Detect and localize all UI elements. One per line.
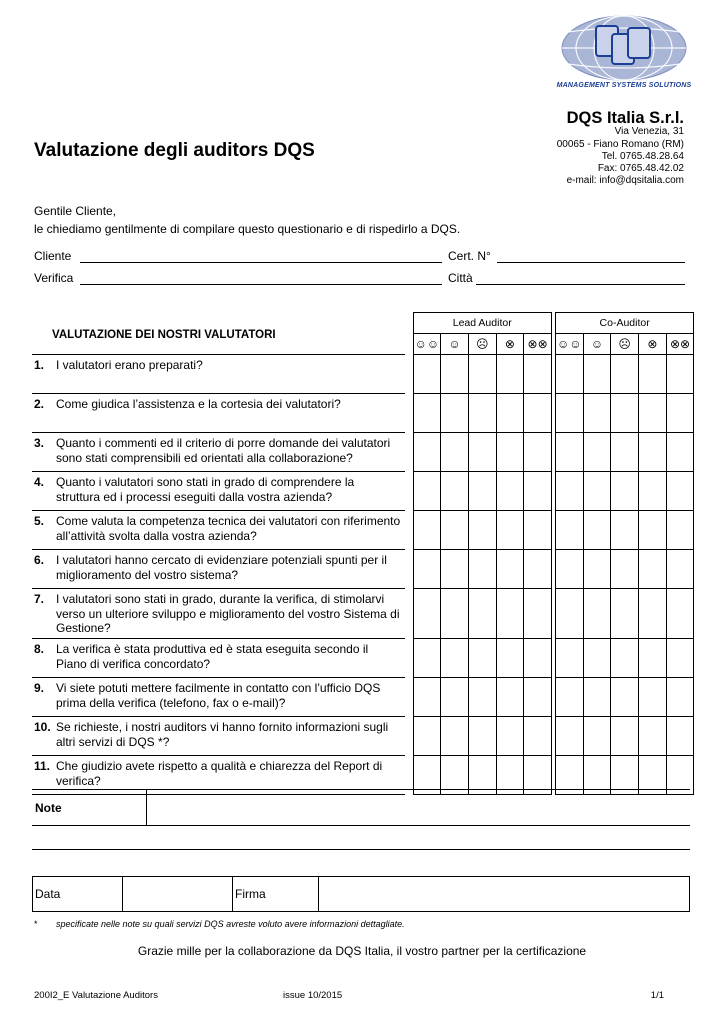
cliente-field[interactable]	[80, 251, 442, 263]
lead-score-checkbox[interactable]	[524, 394, 552, 433]
company-phone: Tel. 0765.48.28.64	[601, 150, 684, 162]
note-label: Note	[35, 801, 62, 815]
co-score-checkbox[interactable]	[639, 550, 667, 589]
question-number: 10.	[34, 720, 51, 734]
lead-score-checkbox[interactable]	[468, 472, 496, 511]
co-score-checkbox[interactable]	[666, 550, 694, 589]
co-score-checkbox[interactable]	[583, 394, 611, 433]
data-label: Data	[35, 887, 61, 901]
question-text: Come giudica l’assistenza e la cortesia dei valutatori?	[56, 397, 341, 411]
co-score-checkbox[interactable]	[666, 394, 694, 433]
lead-score-checkbox[interactable]	[413, 355, 441, 394]
co-score-checkbox[interactable]	[666, 639, 694, 678]
verifica-field[interactable]	[80, 273, 442, 285]
lead-score-checkbox[interactable]	[413, 589, 441, 639]
company-address: Via Venezia, 31	[614, 126, 684, 138]
co-score-checkbox[interactable]	[583, 717, 611, 756]
co-score-checkbox[interactable]	[583, 472, 611, 511]
negative-icon: ⊗	[639, 334, 667, 355]
instructions: le chiediamo gentilmente di compilare questo questionario e di rispedirlo a DQS.	[34, 221, 461, 236]
lead-score-checkbox[interactable]	[468, 355, 496, 394]
co-score-checkbox[interactable]	[639, 355, 667, 394]
lead-score-checkbox[interactable]	[413, 511, 441, 550]
lead-score-checkbox[interactable]	[496, 589, 524, 639]
co-score-checkbox[interactable]	[555, 394, 583, 433]
lead-score-checkbox[interactable]	[524, 550, 552, 589]
note-line	[32, 849, 690, 850]
lead-auditor-header: Lead Auditor	[413, 313, 551, 334]
question-number: 11.	[34, 759, 51, 773]
co-score-checkbox[interactable]	[583, 433, 611, 472]
lead-score-checkbox[interactable]	[441, 589, 469, 639]
co-score-checkbox[interactable]	[611, 394, 639, 433]
lead-score-checkbox[interactable]	[441, 472, 469, 511]
question-text: I valutatori sono stati in grado, durante la verifica, di stimolarvi verso un ulteriore sviluppo e miglioramento del vostro Sistema di Gestione?	[56, 592, 400, 635]
lead-score-checkbox[interactable]	[441, 433, 469, 472]
lead-score-checkbox[interactable]	[524, 589, 552, 639]
question-text: Vi siete potuti mettere facilmente in contatto con l’ufficio DQS prima della verifica (telefono, fax o e-mail)?	[56, 681, 381, 710]
co-score-checkbox[interactable]	[555, 511, 583, 550]
footnote-text: specificate nelle note su quali servizi DQS avreste voluto avere informazioni dettagliate.	[56, 919, 405, 929]
co-score-checkbox[interactable]	[611, 433, 639, 472]
question-text: Quanto i valutatori sono stati in grado di comprendere la struttura ed i processi eseguiti dalla vostra azienda?	[56, 475, 355, 504]
lead-score-checkbox[interactable]	[441, 639, 469, 678]
co-score-checkbox[interactable]	[611, 472, 639, 511]
lead-score-checkbox[interactable]	[524, 639, 552, 678]
citta-label: Città	[448, 271, 473, 285]
question-number: 9.	[34, 681, 45, 695]
question-text: Quanto i commenti ed il criterio di porre domande dei valutatori sono stati comprensibili ed orientati alla collaborazione?	[56, 436, 391, 465]
co-score-checkbox[interactable]	[583, 589, 611, 639]
co-score-checkbox[interactable]	[639, 589, 667, 639]
note-field[interactable]	[32, 789, 690, 826]
sad-icon: ☹	[611, 334, 639, 355]
lead-score-checkbox[interactable]	[441, 717, 469, 756]
sad-icon: ☹	[468, 334, 496, 355]
question-text: La verifica è stata produttiva ed è stata eseguita secondo il Piano di verifica concordato?	[56, 642, 369, 671]
lead-score-checkbox[interactable]	[524, 472, 552, 511]
lead-score-checkbox[interactable]	[413, 433, 441, 472]
question-number: 1.	[34, 358, 45, 372]
co-score-checkbox[interactable]	[611, 355, 639, 394]
question-number: 3.	[34, 436, 45, 450]
lead-score-checkbox[interactable]	[496, 639, 524, 678]
question-text: I valutatori hanno cercato di evidenziare potenziali spunti per il miglioramento del vostro sistema?	[56, 553, 387, 582]
company-email: e-mail: info@dqsitalia.com	[566, 175, 684, 187]
company-name: DQS Italia S.r.l.	[566, 109, 684, 127]
co-auditor-header: Co-Auditor	[555, 313, 693, 334]
question-row	[32, 589, 694, 639]
question-text: Che giudizio avete rispetto a qualità e chiarezza del Report di verifica?	[56, 759, 383, 788]
page-title: Valutazione degli auditors DQS	[34, 140, 315, 161]
lead-score-checkbox[interactable]	[524, 678, 552, 717]
question-row	[32, 639, 694, 678]
co-score-checkbox[interactable]	[611, 550, 639, 589]
co-score-checkbox[interactable]	[611, 589, 639, 639]
question-row	[32, 678, 694, 717]
happy-icon: ☺	[583, 334, 611, 355]
co-score-checkbox[interactable]	[639, 678, 667, 717]
lead-score-checkbox[interactable]	[496, 433, 524, 472]
firma-label: Firma	[235, 887, 266, 901]
question-number: 4.	[34, 475, 45, 489]
co-score-checkbox[interactable]	[639, 639, 667, 678]
very-negative-icon: ⊗⊗	[524, 334, 552, 355]
lead-score-checkbox[interactable]	[468, 394, 496, 433]
co-score-checkbox[interactable]	[666, 355, 694, 394]
co-score-checkbox[interactable]	[639, 717, 667, 756]
footnote	[34, 919, 405, 929]
co-score-checkbox[interactable]	[666, 678, 694, 717]
question-number: 6.	[34, 553, 45, 567]
lead-score-checkbox[interactable]	[413, 639, 441, 678]
footer-issue: issue 10/2015	[283, 990, 343, 1001]
question-number: 8.	[34, 642, 45, 656]
lead-score-checkbox[interactable]	[441, 355, 469, 394]
lead-score-checkbox[interactable]	[468, 589, 496, 639]
co-score-checkbox[interactable]	[555, 355, 583, 394]
co-score-checkbox[interactable]	[583, 678, 611, 717]
lead-score-checkbox[interactable]	[496, 678, 524, 717]
lead-score-checkbox[interactable]	[413, 550, 441, 589]
question-number: 5.	[34, 514, 45, 528]
co-score-checkbox[interactable]	[611, 678, 639, 717]
lead-score-checkbox[interactable]	[496, 511, 524, 550]
lead-score-checkbox[interactable]	[496, 550, 524, 589]
co-score-checkbox[interactable]	[583, 511, 611, 550]
very-happy-icon: ☺☺	[413, 334, 441, 355]
question-row	[32, 472, 694, 511]
company-city: 00065 - Fiano Romano (RM)	[556, 138, 684, 150]
co-score-checkbox[interactable]	[666, 433, 694, 472]
negative-icon: ⊗	[496, 334, 524, 355]
co-score-checkbox[interactable]	[639, 511, 667, 550]
lead-score-checkbox[interactable]	[441, 511, 469, 550]
question-row	[32, 394, 694, 433]
co-score-checkbox[interactable]	[666, 717, 694, 756]
co-score-checkbox[interactable]	[611, 639, 639, 678]
co-score-checkbox[interactable]	[555, 589, 583, 639]
lead-score-checkbox[interactable]	[524, 355, 552, 394]
cert-field[interactable]	[497, 251, 685, 263]
table-heading: VALUTAZIONE DEI NOSTRI VALUTATORI	[32, 313, 405, 355]
evaluation-table	[32, 312, 694, 795]
co-score-checkbox[interactable]	[666, 589, 694, 639]
question-row	[32, 717, 694, 756]
very-happy-icon: ☺☺	[555, 334, 583, 355]
lead-score-checkbox[interactable]	[524, 511, 552, 550]
lead-score-checkbox[interactable]	[413, 717, 441, 756]
lead-score-checkbox[interactable]	[441, 678, 469, 717]
logo-tagline: MANAGEMENT SYSTEMS SOLUTIONS	[556, 82, 692, 89]
co-score-checkbox[interactable]	[583, 355, 611, 394]
co-score-checkbox[interactable]	[583, 550, 611, 589]
question-text: Come valuta la competenza tecnica dei valutatori con riferimento all’attività svolta dalla vostra azienda?	[56, 514, 401, 543]
lead-score-checkbox[interactable]	[413, 394, 441, 433]
question-row	[32, 550, 694, 589]
co-score-checkbox[interactable]	[555, 678, 583, 717]
question-row	[32, 511, 694, 550]
lead-score-checkbox[interactable]	[496, 394, 524, 433]
lead-score-checkbox[interactable]	[441, 394, 469, 433]
footer-page: 1/1	[650, 990, 664, 1001]
firma-field[interactable]	[319, 877, 689, 911]
question-text: I valutatori erano preparati?	[56, 358, 203, 372]
intro-text	[34, 203, 460, 238]
citta-field[interactable]	[476, 273, 685, 285]
company-fax: Fax: 0765.48.42.02	[597, 163, 684, 175]
co-score-checkbox[interactable]	[639, 472, 667, 511]
lead-score-checkbox[interactable]	[468, 433, 496, 472]
greeting: Gentile Cliente,	[34, 204, 117, 218]
footnote-mark: *	[34, 919, 38, 929]
co-score-checkbox[interactable]	[555, 639, 583, 678]
footer-doc: 200I2_E Valutazione Auditors	[34, 990, 158, 1001]
co-score-checkbox[interactable]	[611, 511, 639, 550]
co-score-checkbox[interactable]	[583, 639, 611, 678]
cert-label: Cert. N°	[448, 249, 491, 263]
lead-score-checkbox[interactable]	[524, 717, 552, 756]
co-score-checkbox[interactable]	[555, 433, 583, 472]
cliente-label: Cliente	[34, 249, 72, 263]
question-text: Se richieste, i nostri auditors vi hanno fornito informazioni sugli altri servizi di DQS *?	[56, 720, 389, 749]
thanks-message: Grazie mille per la collaborazione da DQS Italia, il vostro partner per la certificazione	[137, 944, 587, 958]
question-row	[32, 355, 694, 394]
verifica-label: Verifica	[34, 271, 74, 285]
company-block	[556, 109, 684, 188]
lead-score-checkbox[interactable]	[441, 550, 469, 589]
co-score-checkbox[interactable]	[666, 511, 694, 550]
lead-score-checkbox[interactable]	[468, 639, 496, 678]
lead-score-checkbox[interactable]	[496, 355, 524, 394]
lead-score-checkbox[interactable]	[496, 472, 524, 511]
co-score-checkbox[interactable]	[639, 394, 667, 433]
co-score-checkbox[interactable]	[555, 472, 583, 511]
lead-score-checkbox[interactable]	[468, 717, 496, 756]
co-score-checkbox[interactable]	[555, 550, 583, 589]
lead-score-checkbox[interactable]	[524, 433, 552, 472]
very-negative-icon: ⊗⊗	[666, 334, 694, 355]
co-score-checkbox[interactable]	[555, 717, 583, 756]
question-number: 7.	[34, 592, 45, 606]
data-field[interactable]	[123, 877, 232, 911]
lead-score-checkbox[interactable]	[413, 678, 441, 717]
happy-icon: ☺	[441, 334, 469, 355]
lead-score-checkbox[interactable]	[468, 550, 496, 589]
lead-score-checkbox[interactable]	[496, 717, 524, 756]
lead-score-checkbox[interactable]	[413, 472, 441, 511]
question-row	[32, 433, 694, 472]
lead-score-checkbox[interactable]	[468, 678, 496, 717]
co-score-checkbox[interactable]	[666, 472, 694, 511]
question-number: 2.	[34, 397, 45, 411]
lead-score-checkbox[interactable]	[468, 511, 496, 550]
co-score-checkbox[interactable]	[611, 717, 639, 756]
co-score-checkbox[interactable]	[639, 433, 667, 472]
